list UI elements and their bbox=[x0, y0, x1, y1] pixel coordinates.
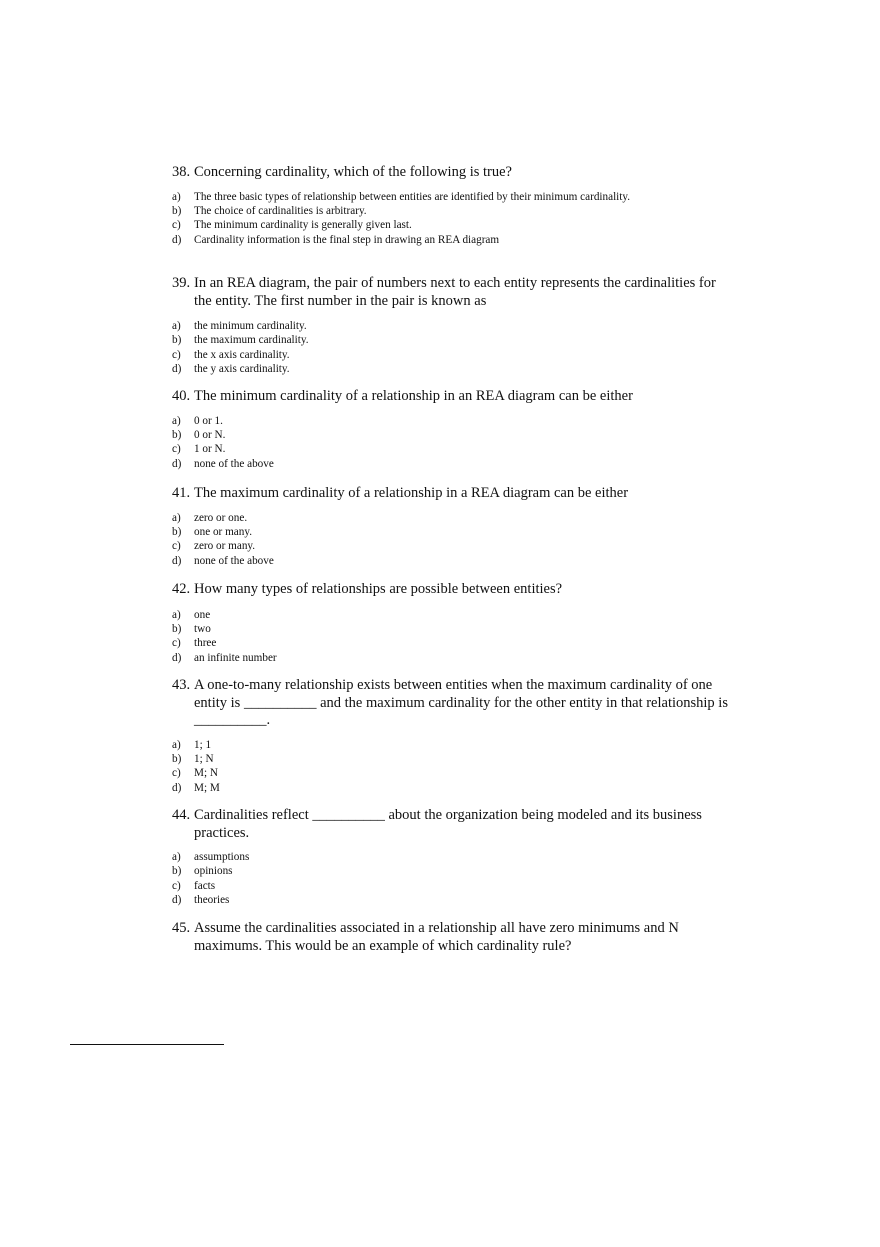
question-stem bbox=[172, 807, 732, 842]
option-text: the y axis cardinality. bbox=[194, 363, 290, 376]
answer-option bbox=[172, 636, 732, 650]
answer-option bbox=[172, 766, 732, 780]
option-text: The three basic types of relationship between entities are identified by their minimum cardinality. bbox=[194, 190, 631, 203]
option-text: opinions bbox=[194, 865, 233, 878]
answer-option bbox=[172, 319, 732, 333]
answer-option bbox=[172, 333, 732, 347]
question-number: 41. bbox=[172, 485, 191, 501]
answer-option bbox=[172, 864, 732, 878]
question-number: 45. bbox=[172, 920, 191, 936]
question-number: 42. bbox=[172, 581, 191, 597]
question-stem bbox=[172, 581, 732, 599]
question-stem bbox=[172, 388, 732, 406]
answer-option bbox=[172, 752, 732, 766]
answer-option bbox=[172, 190, 732, 204]
option-text: Cardinality information is the final step in drawing an REA diagram bbox=[194, 233, 500, 246]
option-text: none of the above bbox=[194, 554, 274, 567]
option-text: an infinite number bbox=[194, 651, 277, 664]
answer-option bbox=[172, 428, 732, 442]
question-text: Concerning cardinality, which of the following is true? bbox=[194, 164, 512, 180]
question-text: Cardinalities reflect __________ about the organization being modeled and its business practices. bbox=[194, 807, 702, 841]
answer-option bbox=[172, 539, 732, 553]
footnote-separator bbox=[70, 1044, 224, 1045]
answer-option bbox=[172, 554, 732, 568]
question-text: Assume the cardinalities associated in a relationship all have zero minimums and N maximums. This would be an example of which cardinality rule? bbox=[194, 920, 679, 954]
option-label: b) bbox=[172, 865, 182, 878]
option-text: the maximum cardinality. bbox=[194, 334, 309, 347]
question-text: The maximum cardinality of a relationship in a REA diagram can be either bbox=[194, 485, 629, 501]
answer-options bbox=[172, 414, 732, 472]
question-stem bbox=[172, 677, 732, 730]
question-38 bbox=[172, 164, 732, 247]
answer-option bbox=[172, 204, 732, 218]
answer-option bbox=[172, 850, 732, 864]
option-label: c) bbox=[172, 540, 181, 553]
option-label: c) bbox=[172, 348, 181, 361]
question-text: In an REA diagram, the pair of numbers next to each entity represents the cardinalities for the entity. The first number in the pair is known as bbox=[194, 275, 716, 309]
answer-options bbox=[172, 511, 732, 569]
option-label: a) bbox=[172, 190, 181, 203]
answer-option bbox=[172, 348, 732, 362]
answer-option bbox=[172, 608, 732, 622]
question-number: 39. bbox=[172, 275, 191, 291]
answer-option bbox=[172, 511, 732, 525]
question-stem bbox=[172, 920, 732, 955]
option-label: c) bbox=[172, 219, 181, 232]
option-label: d) bbox=[172, 651, 182, 664]
option-label: c) bbox=[172, 879, 181, 892]
answer-option bbox=[172, 218, 732, 232]
option-label: d) bbox=[172, 781, 182, 794]
question-stem bbox=[172, 485, 732, 503]
answer-options bbox=[172, 190, 732, 248]
option-text: 1; N bbox=[194, 752, 214, 765]
option-label: b) bbox=[172, 334, 182, 347]
answer-option bbox=[172, 457, 732, 471]
option-label: b) bbox=[172, 752, 182, 765]
option-label: a) bbox=[172, 320, 181, 332]
question-stem bbox=[172, 275, 732, 310]
answer-options bbox=[172, 738, 732, 796]
answer-option bbox=[172, 622, 732, 636]
question-43 bbox=[172, 677, 732, 795]
option-text: none of the above bbox=[194, 457, 274, 470]
answer-option bbox=[172, 362, 732, 376]
answer-option bbox=[172, 233, 732, 247]
question-text: The minimum cardinality of a relationship in an REA diagram can be either bbox=[194, 388, 633, 404]
option-text: The minimum cardinality is generally given last. bbox=[194, 219, 412, 232]
option-label: b) bbox=[172, 622, 182, 635]
question-40 bbox=[172, 388, 732, 471]
option-label: d) bbox=[172, 554, 182, 567]
option-label: b) bbox=[172, 204, 182, 217]
option-label: a) bbox=[172, 414, 181, 427]
option-label: d) bbox=[172, 894, 182, 907]
question-text: A one-to-many relationship exists between entities when the maximum cardinality of one entity is __________ and the maximum cardinality for the other entity in that relationship is __________. bbox=[194, 677, 728, 728]
option-text: M; M bbox=[194, 781, 220, 794]
option-text: facts bbox=[194, 879, 216, 892]
question-number: 43. bbox=[172, 677, 191, 693]
answer-option bbox=[172, 879, 732, 893]
answer-options bbox=[172, 850, 732, 908]
answer-option bbox=[172, 781, 732, 795]
answer-options bbox=[172, 319, 732, 377]
option-label: c) bbox=[172, 637, 181, 650]
option-text: M; N bbox=[194, 767, 218, 780]
question-41 bbox=[172, 485, 732, 568]
answer-option bbox=[172, 651, 732, 665]
option-label: c) bbox=[172, 443, 181, 456]
option-text: 1; 1 bbox=[194, 738, 212, 751]
question-45 bbox=[172, 920, 732, 955]
option-text: theories bbox=[194, 894, 230, 907]
option-label: a) bbox=[172, 608, 181, 621]
answer-option bbox=[172, 414, 732, 428]
answer-options bbox=[172, 608, 732, 666]
option-text: assumptions bbox=[194, 851, 250, 863]
option-label: a) bbox=[172, 851, 181, 863]
option-text: 0 or N. bbox=[194, 428, 226, 441]
answer-option bbox=[172, 442, 732, 456]
option-label: d) bbox=[172, 233, 182, 246]
answer-option bbox=[172, 893, 732, 907]
option-text: The choice of cardinalities is arbitrary. bbox=[194, 204, 367, 217]
question-text: How many types of relationships are possible between entities? bbox=[194, 581, 563, 597]
option-label: b) bbox=[172, 525, 182, 538]
option-text: three bbox=[194, 637, 217, 650]
option-text: one bbox=[194, 608, 211, 621]
option-label: c) bbox=[172, 767, 181, 780]
option-label: a) bbox=[172, 511, 181, 524]
option-text: 1 or N. bbox=[194, 443, 226, 456]
option-text: the minimum cardinality. bbox=[194, 320, 307, 332]
question-number: 44. bbox=[172, 807, 191, 823]
option-text: one or many. bbox=[194, 525, 252, 538]
option-label: b) bbox=[172, 428, 182, 441]
option-label: a) bbox=[172, 738, 181, 751]
option-text: zero or one. bbox=[194, 511, 248, 524]
option-text: 0 or 1. bbox=[194, 414, 223, 427]
option-text: two bbox=[194, 622, 211, 635]
question-stem bbox=[172, 164, 732, 182]
option-text: zero or many. bbox=[194, 540, 256, 553]
option-label: d) bbox=[172, 363, 182, 376]
question-44 bbox=[172, 807, 732, 908]
option-label: d) bbox=[172, 457, 182, 470]
option-text: the x axis cardinality. bbox=[194, 348, 290, 361]
question-number: 38. bbox=[172, 164, 191, 180]
question-number: 40. bbox=[172, 388, 191, 404]
question-42 bbox=[172, 581, 732, 665]
answer-option bbox=[172, 525, 732, 539]
question-39 bbox=[172, 275, 732, 377]
answer-option bbox=[172, 738, 732, 752]
